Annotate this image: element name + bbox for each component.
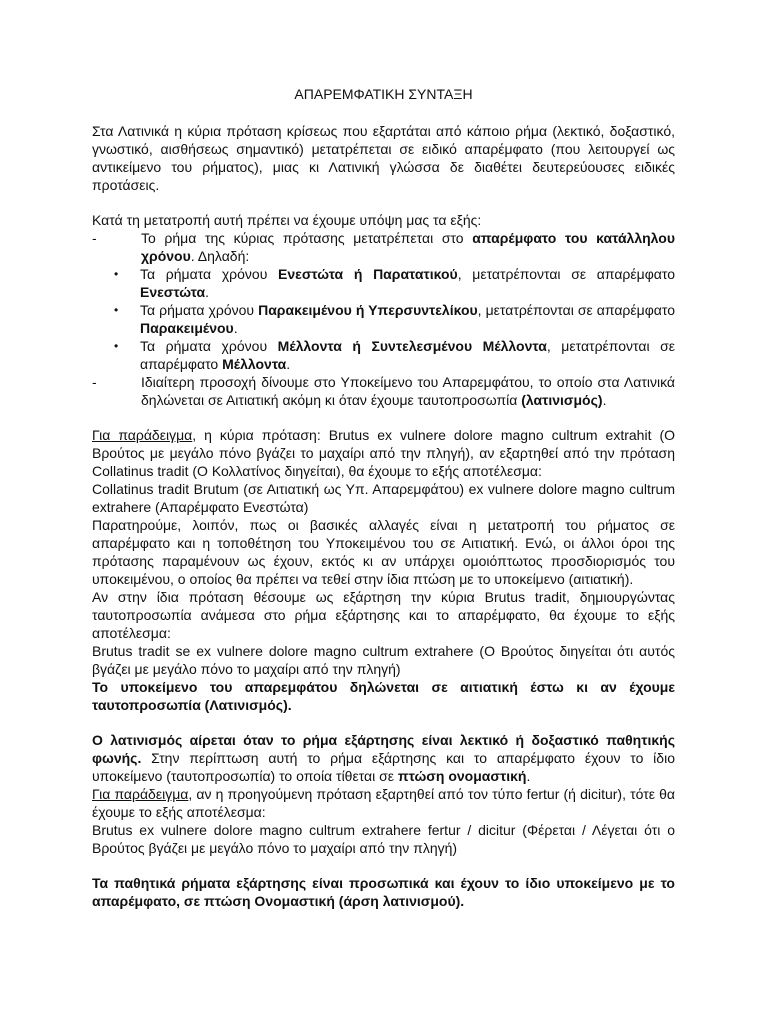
final-rule: Τα παθητικά ρήματα εξάρτησης είναι προσωπικά και έχουν το ίδιο υποκείμενο με το απαρέμφατο, σε πτώση Ονομαστική (άρση λατινισμού). (92, 875, 675, 909)
rule-1-text: Το ρήμα της κύριας πρότασης μετατρέπεται στο απαρέμφατο του κατάλληλου χρόνου. Δηλαδή: (141, 230, 676, 264)
bullet-icon: • (114, 303, 119, 317)
same-subject-rule: Το υποκείμενο του απαρεμφάτου δηλώνεται σε αιτιατική έστω κι αν έχουμε ταυτοπροσωπία (Λατινισμός). (92, 679, 675, 713)
example-2-result: Brutus ex vulnere dolore magno cultrum extrahere fertur / dicitur (Φέρεται / Λέγεται ότι ο Βρούτος βγάζει με μεγάλο πόνο το μαχαίρι από την πληγή) (92, 822, 675, 856)
example-1-result: Collatinus tradit Brutum (σε Αιτιατική ως Υπ. Απαρεμφάτου) ex vulnere dolore magno cultrum extrahere (Απαρέμφατο Ενεστώτα) (92, 481, 675, 515)
tense-list (92, 265, 675, 373)
document-body (92, 85, 675, 910)
rule-2-emphasis: (λατινισμός) (521, 392, 603, 408)
list-item: • Τα ρήματα χρόνου Ενεστώτα ή Παρατατικού, μετατρέπονται σε απαρέμφατο Ενεστώτα. (114, 266, 675, 300)
rule-2-text: Ιδιαίτερη προσοχή δίνουμε στο Υποκείμενο του Απαρεμφάτου, το οποίο στα Λατινικά δηλώνεται σε Αιτιατική ακόμη κι όταν έχουμε ταυτοπροσωπία (λατινισμός). (141, 374, 675, 408)
same-subject-paragraph: Αν στην ίδια πρόταση θέσουμε ως εξάρτηση την κύρια Brutus tradit, δημιουργώντας ταυτοπροσωπία ανάμεσα στο ρήμα εξάρτησης και το απαρέμφατο, θα έχουμε το εξής αποτέλεσμα: (92, 589, 675, 641)
list-item: • Τα ρήματα χρόνου Μέλλοντα ή Συντελεσμένου Μέλλοντα, μετατρέπονται σε απαρέμφατο Μέλλοντα. (114, 338, 675, 372)
same-subject-result: Brutus tradit se ex vulnere dolore magno cultrum extrahere (Ο Βρούτος διηγείται ότι αυτός βγάζει με μεγάλο πόνο το μαχαίρι από την πληγή) (92, 643, 675, 677)
document-title: ΑΠΑΡΕΜΦΑΤΙΚΗ ΣΥΝΤΑΞΗ (294, 86, 473, 102)
dash-marker: - (92, 230, 97, 246)
passive-paragraph: Ο λατινισμός αίρεται όταν το ρήμα εξάρτησης είναι λεκτικό ή δοξαστικό παθητικής φωνής. Στην περίπτωση αυτή το ρήμα εξάρτησης και το απαρέμφατο έχουν το ίδιο υποκείμενο (ταυτοπροσωπία) το οποία τίθεται σε πτώση ονομαστική. (92, 732, 675, 784)
dash-marker: - (92, 374, 97, 390)
example-1-paragraph: Για παράδειγμα, η κύρια πρόταση: Brutus ex vulnere dolore magno cultrum extrahit (Ο Βρούτος με μεγάλο πόνο βγάζει το μαχαίρι από την πληγή), αν εξαρτηθεί από την πρόταση Collatinus tradit (Ο Κολλατίνος διηγείται), θα έχουμε το εξής αποτέλεσμα: (92, 427, 676, 479)
example-1-label: Για παράδειγμα (92, 427, 193, 443)
spacer (92, 409, 675, 426)
example-2-paragraph: Για παράδειγμα, αν η προηγούμενη πρόταση εξαρτηθεί από τον τύπο fertur (ή dicitur), τότε θα έχουμε το εξής αποτέλεσμα: (92, 786, 675, 820)
bullet-icon: • (114, 339, 119, 353)
rule-2 (92, 373, 675, 409)
example-2-label: Για παράδειγμα (92, 786, 189, 802)
rules-intro: Κατά τη μετατροπή αυτή πρέπει να έχουμε υπόψη μας τα εξής: (92, 212, 482, 228)
spacer (92, 194, 675, 211)
observation-paragraph: Παρατηρούμε, λοιπόν, πως οι βασικές αλλαγές είναι η μετατροπή του ρήματος σε απαρέμφατο και η τοποθέτηση του Υποκειμένου του σε Αιτιατική. Ενώ, οι άλλοι όροι της πρότασης παραμένουν ως έχουν, εκτός κι αν υπάρχει ομοιόπτωτος προσδιορισμός του υποκειμένου, ο οποίος θα πρέπει να τεθεί στην ίδια πτώση με το υποκείμενο (αιτιατική). (92, 517, 675, 587)
rule-1 (92, 229, 675, 265)
bullet-icon: • (114, 267, 119, 281)
list-item: • Τα ρήματα χρόνου Παρακειμένου ή Υπερσυντελίκου, μετατρέπονται σε απαρέμφατο Παρακειμένου. (114, 302, 675, 336)
rule-1-emphasis: απαρέμφατο του κατάλληλου χρόνου (141, 230, 676, 264)
spacer (92, 857, 675, 874)
passive-rule: Ο λατινισμός αίρεται όταν το ρήμα εξάρτησης είναι λεκτικό ή δοξαστικό παθητικής φωνής. (92, 732, 675, 766)
spacer (92, 714, 675, 731)
intro-paragraph: Στα Λατινικά η κύρια πρόταση κρίσεως που εξαρτάται από κάποιο ρήμα (λεκτικό, δοξαστικό, γνωστικό, αισθήσεως σημαντικό) μετατρέπεται σε ειδικό απαρέμφατο (που λειτουργεί ως αντικείμενο του ρήματος), μιας κι Λατινική γλώσσα δε διαθέτει δευτερεύουσες ειδικές προτάσεις. (92, 123, 675, 193)
